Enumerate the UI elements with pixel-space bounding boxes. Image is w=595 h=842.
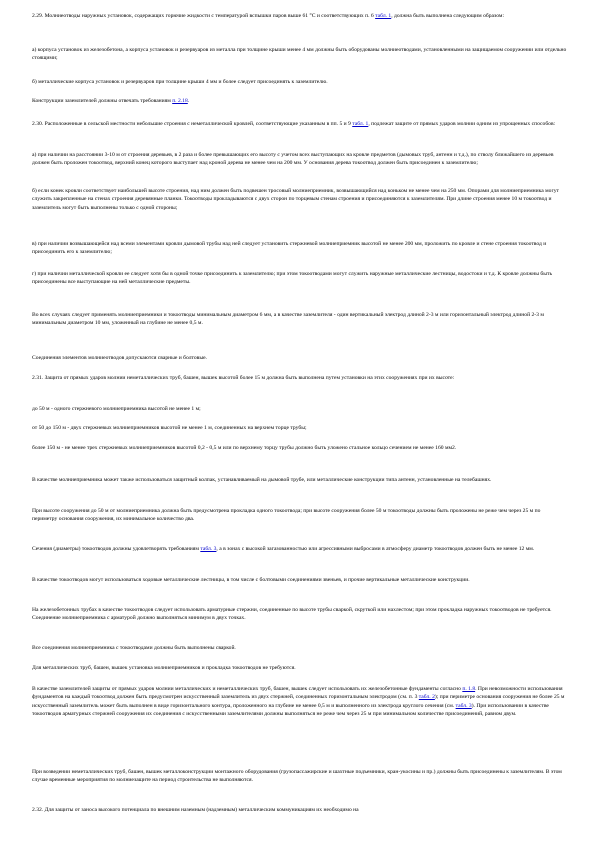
paragraph-text: в) при наличии возвышающейся над всеми элементами кровли дымовой трубы над ней следует установить стержневой молниеприемник высотой не менее 200 мм, проложить по кровле и стене строения токоотвод и присоединить его к заземлителю; bbox=[32, 241, 547, 256]
paragraph-text: до 50 м - одного стержневого молниеприемника высотой не менее 1 м; bbox=[32, 406, 201, 412]
cross-reference-link[interactable]: табл. 1 bbox=[352, 121, 369, 127]
paragraph-2-30-v bbox=[32, 240, 567, 257]
paragraph-2-30 bbox=[32, 120, 567, 128]
paragraph-text: В качестве токоотводов могут использоваться ходовые металлические лестницы, в том числе с болтовыми соединениями звеньев, и прочие вертикальные металлические конструкции. bbox=[32, 577, 470, 583]
paragraph-up-to-50 bbox=[32, 405, 567, 413]
paragraph-2-29-b bbox=[32, 78, 567, 86]
paragraph-text: , должна быть выполнена следующим образом: bbox=[391, 13, 505, 19]
paragraph-50-to-150 bbox=[32, 424, 567, 432]
paragraph-text: более 150 м - не менее трех стержневых молниеприемников высотой 0,2 - 0,5 м или по верхнему торцу трубы должно быть уложено стальное кольцо сечением не менее 160 мм2. bbox=[32, 445, 457, 451]
cross-reference-link[interactable]: п. 1.8 bbox=[462, 686, 476, 692]
cross-reference-link[interactable]: табл. 1 bbox=[375, 13, 392, 19]
paragraph-all-cases bbox=[32, 311, 567, 328]
paragraph-2-29 bbox=[32, 12, 567, 20]
paragraph-text: , подлежат защите от прямых ударов молнии одним из упрощенных способов: bbox=[368, 121, 556, 127]
paragraph-text: 2.32. Для защиты от заноса высокого потенциала по внешним наземным (надземным) металлическим коммуникациям их необходимо на bbox=[32, 807, 359, 813]
paragraph-text: Конструкции заземлителей должны отвечать требованиям bbox=[32, 98, 173, 104]
paragraph-text: В качестве заземлителей защиты от прямых ударов молнии металлических и неметаллических труб, башен, вышек следует использовать их железобетонные фундаменты согласно bbox=[32, 686, 463, 692]
paragraph-2-30-b bbox=[32, 187, 567, 212]
paragraph-2-31 bbox=[32, 374, 567, 382]
cross-reference-link[interactable]: табл. 3 bbox=[200, 546, 217, 552]
paragraph-ladders bbox=[32, 576, 567, 584]
paragraph-text: . При невозможности использования фундаментов на каждый токоотвод должен быть предусмотрен искусственный заземлитель из двух стержней, соединенных горизонтальным электродом (см. п. 3 bbox=[32, 686, 563, 701]
paragraph-text: На железобетонных трубах в качестве токоотводов следует использовать арматурные стержни, соединенные по высоте трубы сваркой, скруткой или нахлестом; при этом прокладка наружных токоотводов не требуется. Соединение молниеприемника с арматурой должно выполняться минимум в двух точках. bbox=[32, 607, 552, 622]
paragraph-text: ); при периметре основания сооружения не более 25 м искусственный заземлитель может быть выполнен в виде горизонтального контура, проложенного на глубине не менее 0,5 м и выполненного из электрода круглого сечения (см. bbox=[32, 694, 565, 709]
paragraph-2-30-a bbox=[32, 151, 567, 168]
paragraph-text: , а в зонах с высокой загазованностью или агрессивными выбросами в атмосферу диаметр токоотводов должен быть не менее 12 мм. bbox=[216, 546, 535, 552]
paragraph-2-29-a bbox=[32, 46, 567, 63]
paragraph-construction bbox=[32, 768, 567, 785]
paragraph-text: а) корпуса установок из железобетона, а корпуса установок и резервуаров из металла при толщине крыши менее 4 мм должны быть оборудованы молниеотводами, установленными на защищаемом сооружении или отдельно стоящими; bbox=[32, 47, 567, 62]
paragraph-reinforced-concrete bbox=[32, 606, 567, 623]
paragraph-text: Во всех случаях следует применять молниеприемники и токоотводы минимальным диаметром 6 мм, а в качестве заземлителя - один вертикальный электрод длиной 2-3 м или горизонтальный электрод длиной 2-3 м минимальным диаметром 10 мм, уложенный на глубине не менее 0,5 м. bbox=[32, 312, 544, 327]
paragraph-text: Все соединения молниеприемника с токоотводами должны быть выполнены сваркой. bbox=[32, 645, 236, 651]
cross-reference-link[interactable]: п. 2.18 bbox=[172, 98, 188, 104]
cross-reference-link[interactable]: табл. 2 bbox=[418, 694, 435, 701]
paragraph-cross-sections bbox=[32, 545, 567, 553]
paragraph-text: Для металлических труб, башен, вышек установка молниеприемников и прокладка токоотводов не требуются. bbox=[32, 665, 296, 671]
paragraph-ground-electrodes bbox=[32, 97, 567, 105]
paragraph-text: г) при наличии металлической кровли ее следует хотя бы в одной точке присоединить к заземлителю; при этом токоотводами могут служить наружные металлические лестницы, водостоки и т.д. К кровле должны быть присоединены все выступающие на ней металлические предметы. bbox=[32, 271, 553, 286]
cross-reference-link[interactable]: табл. 3 bbox=[455, 702, 472, 709]
paragraph-foundations bbox=[32, 685, 567, 718]
paragraph-text: 2.30. Расположенные в сельской местности небольшие строения с неметаллической кровлей, соответствующие указанным в пп. 5 и 9 bbox=[32, 121, 353, 127]
paragraph-text: от 50 до 150 м - двух стержневых молниеприемников высотой не менее 1 м, соединенных на верхнем торце трубы; bbox=[32, 425, 307, 431]
paragraph-down-conductor-count bbox=[32, 507, 567, 524]
paragraph-text: Сечения (диаметры) токоотводов должны удовлетворять требованиям bbox=[32, 546, 201, 552]
paragraph-protective-cap bbox=[32, 476, 567, 484]
paragraph-text: 2.29. Молниеотводы наружных установок, содержащих горючие жидкости с температурой вспышки паров выше 61 °С и соответствующих п. 6 bbox=[32, 13, 376, 19]
paragraph-text: ). При использовании в качестве токоотводов арматурных стержней сооружения их соединения с искусственными заземлителями должны выполняться не реже чем через 25 м при минимальном количестве присоединений, равном двум. bbox=[32, 702, 549, 717]
paragraph-text: Соединения элементов молниеотводов допускаются сварные и болтовые. bbox=[32, 355, 207, 361]
paragraph-text: б) металлические корпуса установок и резервуаров при толщине крыши 4 мм и более следует присоединять к заземлителю. bbox=[32, 79, 328, 85]
paragraph-joints bbox=[32, 354, 567, 362]
paragraph-text: а) при наличии на расстоянии 3-10 м от строения деревьев, в 2 раза и более превышающих его высоту с учетом всех выступающих на кровле предметов (дымовых труб, антенн и т.д.), по стволу ближайшего из деревьев должен быть проложен токоотвод, верхний конец которого выступает над кроной дерева не менее чем на 200 мм. У основания дерева токоотвод должен быть присоединен к заземлителю; bbox=[32, 152, 554, 167]
paragraph-text: При возведении неметаллических труб, башен, вышек металлоконструкции монтажного оборудования (грузопассажирские и шахтные подъемники, кран-укосины и пр.) должны быть присоединены к заземлителям. В этом случае временные мероприятия по молниезащите на период строительства не выполняются. bbox=[32, 769, 562, 784]
paragraph-2-30-g bbox=[32, 270, 567, 287]
paragraph-text: б) если конек кровли соответствует наибольшей высоте строения, над ним должен быть подвешен тросовый молниеприемник, возвышающийся над коньком не менее чем на 250 мм. Опорами для молниеприемника могут служить закрепленные на стенах строения деревянные планки. Токоотводы прокладываются с двух сторон по торцевым стенам строения и присоединяются к заземлителям. При длине строения менее 10 м токоотвод и заземлитель могут быть выполнены только с одной стороны; bbox=[32, 188, 559, 211]
paragraph-text: В качестве молниеприемника может также использоваться защитный колпак, устанавливаемый на дымовой трубе, или металлические конструкции типа антенн, установленные на телебашнях. bbox=[32, 477, 492, 483]
paragraph-welded-joints bbox=[32, 644, 567, 652]
paragraph-over-150 bbox=[32, 444, 567, 452]
paragraph-text: 2.31. Защита от прямых ударов молнии неметаллических труб, башен, вышек высотой более 15 м должна быть выполнена путем установки на этих сооружениях при их высоте: bbox=[32, 375, 455, 381]
paragraph-2-32 bbox=[32, 806, 567, 814]
paragraph-metal-towers bbox=[32, 664, 567, 672]
paragraph-text: При высоте сооружения до 50 м от молниеприемника должна быть предусмотрена прокладка одного токоотвода; при высоте сооружения более 50 м токоотводы должны быть проложены не реже чем через 25 м по периметру основания сооружения, их минимальное количество два. bbox=[32, 508, 541, 523]
paragraph-text: . bbox=[187, 98, 190, 104]
